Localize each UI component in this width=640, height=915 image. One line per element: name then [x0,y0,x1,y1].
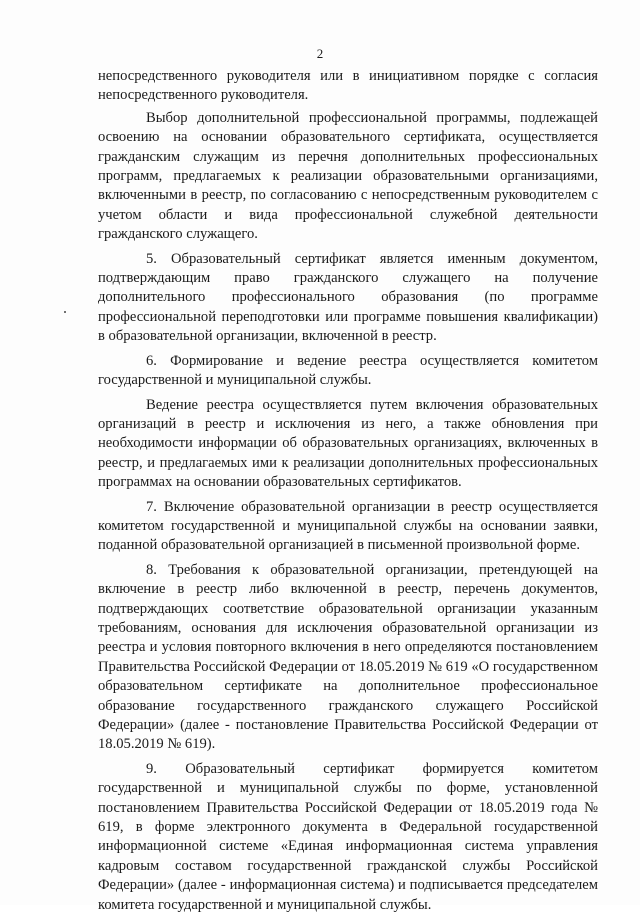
paragraph-item-5: 5. Образовательный сертификат является именным документом, подтверждающим право гражданского служащего на получение дополнительного профессионального образования (по программе профессиональной переподготовки или программе повышения квалификации) в образовательной организации, включенной в реестр. [98,250,598,345]
paragraph-item-7: 7. Включение образовательной организации в реестр осуществляется комитетом государственной и муниципальной службы на основании заявки, поданной образовательной организацией в письменной произвольной форме. [98,498,598,554]
paragraph-continuation: непосредственного руководителя или в инициативном порядке с согласия непосредственного руководителя. [98,68,598,104]
paragraph-item-9: 9. Образовательный сертификат формируется комитетом государственной и муниципальной службы по форме, установленной постановлением Правительства Российской Федерации от 18.05.2019 года № 619, в форме электронного документа в Федеральной государственной информационной системе «Единая информационная система управления кадровым составом государственной гражданской службы Российской Федерации» (далее - информационная система) и подписывается председателем комитета государственной и муниципальной службы. [98,760,598,913]
page-number: 2 [316,46,324,61]
paragraph-item-8: 8. Требования к образовательной организации, претендующей на включение в реестр либо включенной в реестр, перечень документов, подтверждающих соответствие образовательной организации указанным требованиям, основания для исключения образовательной организации из реестра и условия повторного включения в него определяются постановлением Правительства Российской Федерации от 18.05.2019 № 619 «О государственном образовательном сертификате на дополнительное профессиональное образование государственного гражданского служащего Российской Федерации» (далее - постановление Правительства Российской Федерации от 18.05.2019 № 619). [98,561,598,753]
document-body [98,67,598,915]
paragraph-item-6: 6. Формирование и ведение реестра осуществляется комитетом государственной и муниципальной службы. [98,352,598,389]
scan-speck [64,311,66,313]
paragraph-program-choice: Выбор дополнительной профессиональной программы, подлежащей освоению на основании образовательного сертификата, осуществляется гражданским служащим из перечня дополнительных профессиональных программ, предлагаемых к реализации образовательными организациями, включенными в реестр, по согласованию с непосредственным руководителем с учетом области и вида профессиональной служебной деятельности гражданского служащего. [98,109,598,243]
paragraph-registry-maintenance: Ведение реестра осуществляется путем включения образовательных организаций в реестр и исключения из него, а также обновления при необходимости информации об образовательных организациях, включенных в реестр, и предлагаемых ими к реализации дополнительных профессиональных программах на основании образовательных сертификатов. [98,396,598,491]
